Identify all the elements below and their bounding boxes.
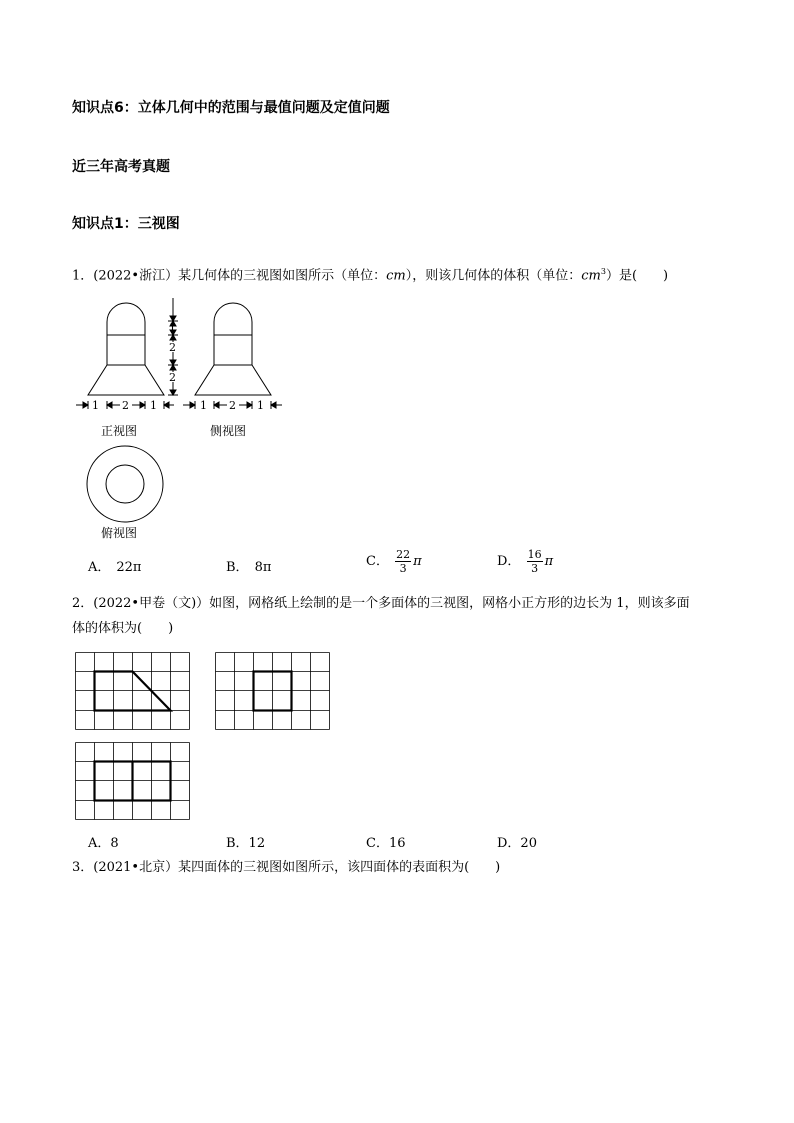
q2-grid-top-view xyxy=(75,742,192,821)
q1-option-c-fraction: $\frac{22}{3}$ xyxy=(396,548,411,575)
dim-h-front-2: 2 xyxy=(122,399,129,412)
dim-v-1: 1 xyxy=(169,321,176,334)
dim-h-side-3: 1 xyxy=(257,399,264,412)
q2-grid-front-view xyxy=(75,652,192,731)
caption-top-view: 俯视图 xyxy=(101,526,138,540)
question-2-line-1: 2．(2022•甲卷（文)）如图，网格纸上绘制的是一个多面体的三视图，网格小正方形的边长为 1，则该多面 xyxy=(72,596,690,611)
section-heading-1: 知识点1：三视图 xyxy=(72,216,180,232)
section-heading-recent-exams: 近三年高考真题 xyxy=(72,159,170,175)
dim-v-2: 2 xyxy=(169,341,176,354)
q2-option-d: D．20 xyxy=(497,836,537,851)
q1-option-d-fraction: $\frac{16}{3}$ xyxy=(527,548,542,575)
front-view-shape xyxy=(88,303,164,395)
q2-option-a: A．8 xyxy=(88,836,119,851)
section-heading-6: 知识点6：立体几何中的范围与最值问题及定值问题 xyxy=(72,100,390,116)
q1-top-view xyxy=(84,443,168,527)
q2-grid-side-view xyxy=(215,652,332,731)
question-1-text: 1．(2022•浙江）某几何体的三视图如图所示（单位：cm），则该几何体的体积（单位：$cm^3$）是( ) xyxy=(72,267,669,284)
dim-h-side-1: 1 xyxy=(200,399,207,412)
question-3-text: 3．(2021•北京）某四面体的三视图如图所示，该四面体的表面积为( ) xyxy=(72,860,501,875)
q1-option-c: C． $\frac{22}{3}$ π xyxy=(366,548,422,575)
q1-three-view-figure xyxy=(70,290,300,420)
q1-option-d: D． $\frac{16}{3}$ π xyxy=(497,548,554,575)
caption-front-view: 正视图 xyxy=(101,424,138,438)
dim-h-front-1: 1 xyxy=(92,399,99,412)
dim-h-front-3: 1 xyxy=(150,399,157,412)
caption-side-view: 侧视图 xyxy=(210,424,247,438)
side-view-shape xyxy=(195,303,271,395)
dim-h-side-2: 2 xyxy=(229,399,236,412)
dim-v-3: 2 xyxy=(169,371,176,384)
q2-option-b: B．12 xyxy=(226,836,266,851)
q1-option-a: A． 22π xyxy=(88,560,142,575)
q1-option-b: B． 8π xyxy=(226,560,272,575)
q2-option-c: C．16 xyxy=(366,836,406,851)
question-2-line-2: 体的体积为( ) xyxy=(72,621,174,636)
